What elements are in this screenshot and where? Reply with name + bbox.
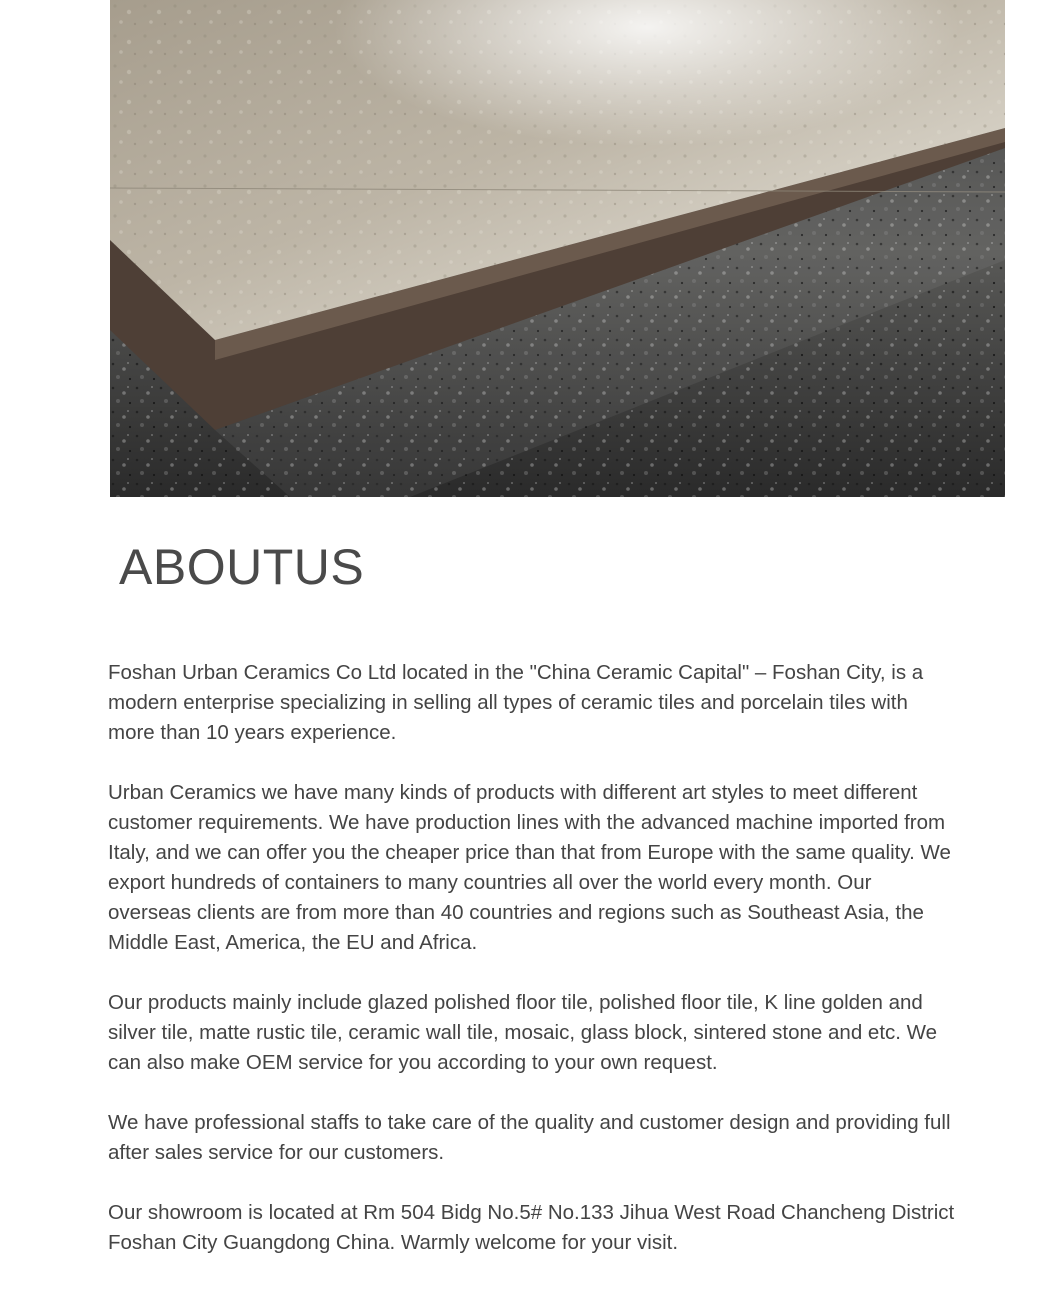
- tile-photo-icon: [110, 0, 1005, 497]
- page-title: ABOUTUS: [119, 539, 365, 595]
- about-content: [108, 658, 958, 1288]
- paragraph-intro: Foshan Urban Ceramics Co Ltd located in the "China Ceramic Capital" – Foshan City, is a modern enterprise specializing in selling all types of ceramic tiles and porcelain tiles with more than 10 years experience.: [108, 661, 924, 744]
- paragraph-service: We have professional staffs to take care of the quality and customer design and providing full after sales service for our customers.: [108, 1111, 951, 1164]
- paragraph-showroom: Our showroom is located at Rm 504 Bidg No.5# No.133 Jihua West Road Chancheng District Foshan City Guangdong China. Warmly welcome for your visit.: [108, 1201, 955, 1254]
- paragraph-products-overview: Urban Ceramics we have many kinds of products with different art styles to meet different customer requirements. We have production lines with the advanced machine imported from Italy, and we can offer you the cheaper price than that from Europe with the same quality. We export hundreds of containers to many countries all over the world every month. Our overseas clients are from more than 40 countries and regions such as Southeast Asia, the Middle East, America, the EU and Africa.: [108, 781, 951, 954]
- paragraph-product-list: Our products mainly include glazed polished floor tile, polished floor tile, K line golden and silver tile, matte rustic tile, ceramic wall tile, mosaic, glass block, sintered stone and etc. We can also make OEM service for you according to your own request.: [108, 991, 938, 1074]
- hero-tile-image: [110, 0, 1005, 497]
